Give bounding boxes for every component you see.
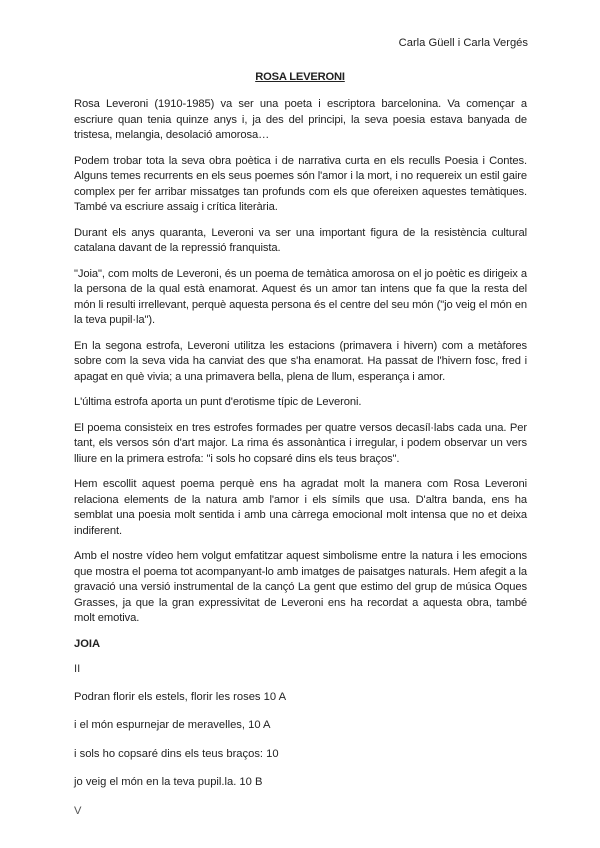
paragraph-second-stanza: En la segona estrofa, Leveroni utilitza les estacions (primavera i hivern) com a metàfores sobre com la seva vida ha canviat des que s'ha enamorat. Ha passat de l'hivern fosc, fred i apagat en què vivia; a una primavera bella, plena de llum, esperança i amor. xyxy=(74,339,527,383)
paragraph-choice: Hem escollit aquest poema perquè ens ha agradat molt la manera com Rosa Leveroni relaciona elements de la natura amb l'amor i els símils que usa. D'altra banda, ens ha semblat una poesia molt sentida i amb una càrrega emocional molt intensa que no et deixa indiferent. xyxy=(74,478,527,537)
paragraph-last-stanza: L'última estrofa aporta un punt d'erotisme típic de Leveroni. xyxy=(74,396,362,408)
stanza-marker: II xyxy=(74,663,81,675)
next-stanza-marker: V xyxy=(74,804,82,817)
paragraph-metrics: El poema consisteix en tres estrofes formades per quatre versos decasíl·labs cada una. Per tant, els versos són d'art major. La rima és assonàntica i irregular, i podem observar un vers lliure en la primera estrofa: "i sols ho copsaré dins els teus braços". xyxy=(74,421,527,465)
paragraph-works: Podem trobar tota la seva obra poètica i de narrativa curta en els reculls Poesia i Contes. Alguns temes recurrents en els seus poemes són l'amor i la mort, i no requereix un estil gaire complex per fer arribar missatges tan profunds com els que ofereixen aquestes temàtiques. També va escriure assaig i crítica literària. xyxy=(74,154,527,213)
paragraph-resistance: Durant els anys quaranta, Leveroni va ser una important figura de la resistència cultural catalana davant de la repressió franquista. xyxy=(74,226,527,254)
paragraph-joia-theme: "Joia", com molts de Leveroni, és un poema de temàtica amorosa on el jo poètic es dirigeix a la persona de la qual està enamorat. Aquest és un amor tan intens que fa que la resta del món li resulti irrellevant, perquè aquesta persona és el centre del seu món ("jo veig el món en la teva pupil·la"). xyxy=(74,267,527,326)
poem-verse: Podran florir els estels, florir les roses 10 A xyxy=(74,690,287,703)
poem-verse: i sols ho copsaré dins els teus braços: 10 xyxy=(74,747,279,760)
poem-title: JOIA xyxy=(74,637,101,650)
paragraph-video: Amb el nostre vídeo hem volgut emfatitzar aquest simbolisme entre la natura i les emocions que mostra el poema tot acompanyant-lo amb imatges de paisatges naturals. Hem afegit a la gravació una versió instrumental de la cançó La gent que estimo del grup de música Oques Grasses, ja que la gran expressivitat de Leveroni ens ha recordat a aquesta obra, també molt emotiva. xyxy=(74,550,527,624)
page-title: ROSA LEVERONI xyxy=(255,71,345,83)
paragraph-intro: Rosa Leveroni (1910-1985) va ser una poeta i escriptora barcelonina. Va començar a escriure quan tenia quinze anys i, ja des del principi, la seva poesia estava banyada de tristesa, melangia, desolació amorosa… xyxy=(74,98,527,141)
document-body xyxy=(74,97,527,831)
header-author: Carla Güell i Carla Vergés xyxy=(398,37,528,49)
poem-verse: i el món espurnejar de meravelles, 10 A xyxy=(74,719,271,731)
poem-verse: jo veig el món en la teva pupil.la. 10 B xyxy=(74,776,263,788)
